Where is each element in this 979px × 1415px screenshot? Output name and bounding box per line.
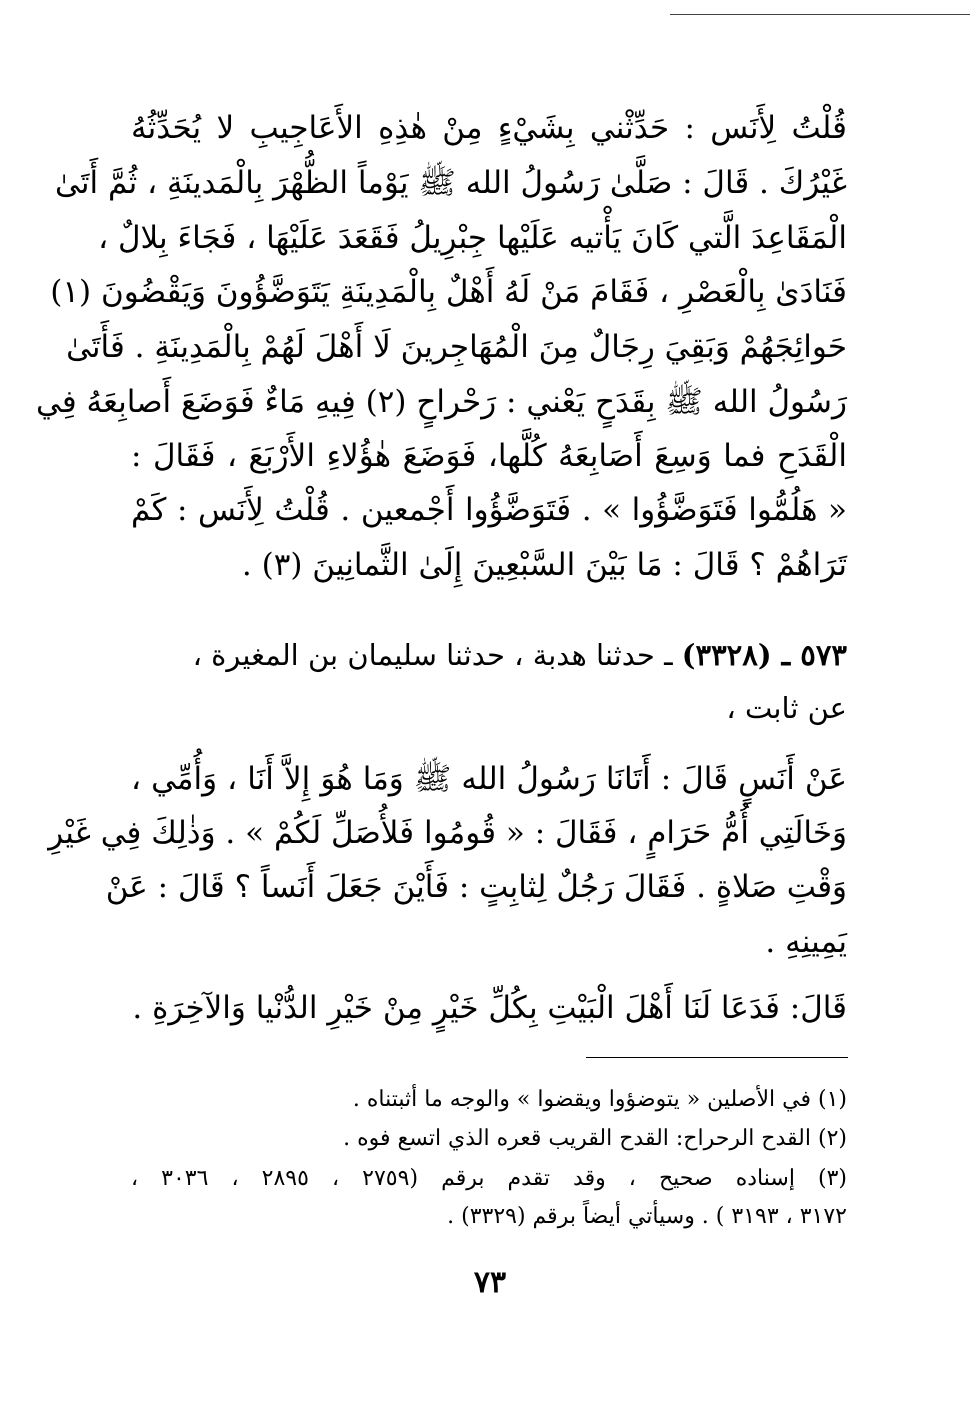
text-line: الْقَدَحِ فما وَسِعَ أَصَابِعَهُ كُلَّها، فَوَضَعَ هٰؤُلاءِ الأَرْبَعَ ، فَقَالَ : [131, 438, 847, 474]
hadith-chain-continued: عن ثابت ، [726, 691, 847, 725]
text-line: غَيْرُكَ . قَالَ : صَلَّىٰ رَسُولُ الله ﷺ يَوْماً الظُّهْرَ بِالْمَدينَةِ ، ثُمَّ أَتَىٰ [55, 165, 847, 201]
text-line: وَقْتِ صَلاةٍ . فَقَالَ رَجُلٌ لِثابِتٍ : فَأَيْنَ جَعَلَ أَنَساً ؟ قَالَ : عَنْ [105, 869, 847, 905]
text-line: يَمِينِهِ . [765, 924, 847, 960]
text-line: عَنْ أَنَسٍ قَالَ : أَتَانَا رَسُولُ الله ﷺ وَمَا هُوَ إِلاَّ أَنَا ، وَأُمِّي ، [131, 761, 847, 797]
header-rule [670, 14, 970, 15]
text-line: فَنَادَىٰ بِالْعَصْرِ ، فَقَامَ مَنْ لَهُ أَهْلٌ بِالْمَدِينَةِ يَتَوَضَّؤُونَ وَيَقْضُونَ (١) [50, 274, 847, 310]
footnote-3: (٣) إسناده صحيح ، وقد تقدم برقم (٢٧٥٩ ، ٢٨٩٥ ، ٣٠٣٦ ، [131, 1166, 848, 1191]
text-line: قُلْتُ لِأَنَس : حَدِّثْني بِشَيْءٍ مِنْ هٰذِهِ الأَعَاجِيبِ لا يُحَدِّثُهُ [131, 110, 847, 146]
text-line: رَسُولُ الله ﷺ بِقَدَحٍ يَعْني : رَحْراحٍ (٢) فِيهِ مَاءٌ فَوَضَعَ أَصابِعَهُ فِي [36, 384, 847, 420]
footnote-1: (١) في الأصلين « يتوضؤوا ويقضوا » والوجه ما أثبتناه . [352, 1087, 847, 1112]
footnote-3-continued: ٣١٧٢ ، ٣١٩٣ ) . وسيأتي أيضاً برقم (٣٣٢٩) . [447, 1204, 847, 1229]
page-number: ٧٣ [473, 1265, 507, 1300]
hadith-heading [131, 635, 847, 675]
footnote-2: (٢) القدح الرحراح: القدح القريب قعره الذي اتسع فوه . [343, 1126, 847, 1151]
text-line: وَخَالَتِي أُمُّ حَرَامٍ ، فَقَالَ : « قُومُوا فَلأُصَلِّ لَكُمْ » . وَذٰلِكَ فِي غَيْرِ [48, 815, 847, 851]
hadith-number: ٥٧٣ ـ (٣٣٢٨) [681, 638, 847, 672]
text-line: تَرَاهُمْ ؟ قَالَ : مَا بَيْنَ السَّبْعِينَ إِلَىٰ الثَّمانِينَ (٣) . [241, 547, 847, 583]
text-line: « هَلُمُّوا فَتَوَضَّؤُوا » . فَتَوَضَّؤُوا أَجْمعين . قُلْتُ لِأَنَس : كَمْ [131, 492, 847, 528]
closing-line: قَالَ: فَدَعَا لَنَا أَهْلَ الْبَيْتِ بِكُلِّ خَيْرٍ مِنْ خَيْرِ الدُّنْيا وَالآخِرَةِ . [132, 990, 847, 1026]
footnote-rule [586, 1057, 848, 1058]
hadith-chain: ـ حدثنا هدبة ، حدثنا سليمان بن المغيرة ، [192, 638, 673, 672]
text-line: حَوائِجَهُمْ وَبَقِيَ رِجَالٌ مِنَ الْمُهَاجِرينَ لَا أَهْلَ لَهُمْ بِالْمَدِينَةِ . فَأَتَىٰ [66, 329, 847, 365]
text-line: الْمَقَاعِدَ الَّتي كَانَ يَأْتيه عَلَيْها جِبْرِيلُ فَقَعَدَ عَلَيْهَا ، فَجَاءَ بِلالٌ ، [98, 220, 847, 256]
